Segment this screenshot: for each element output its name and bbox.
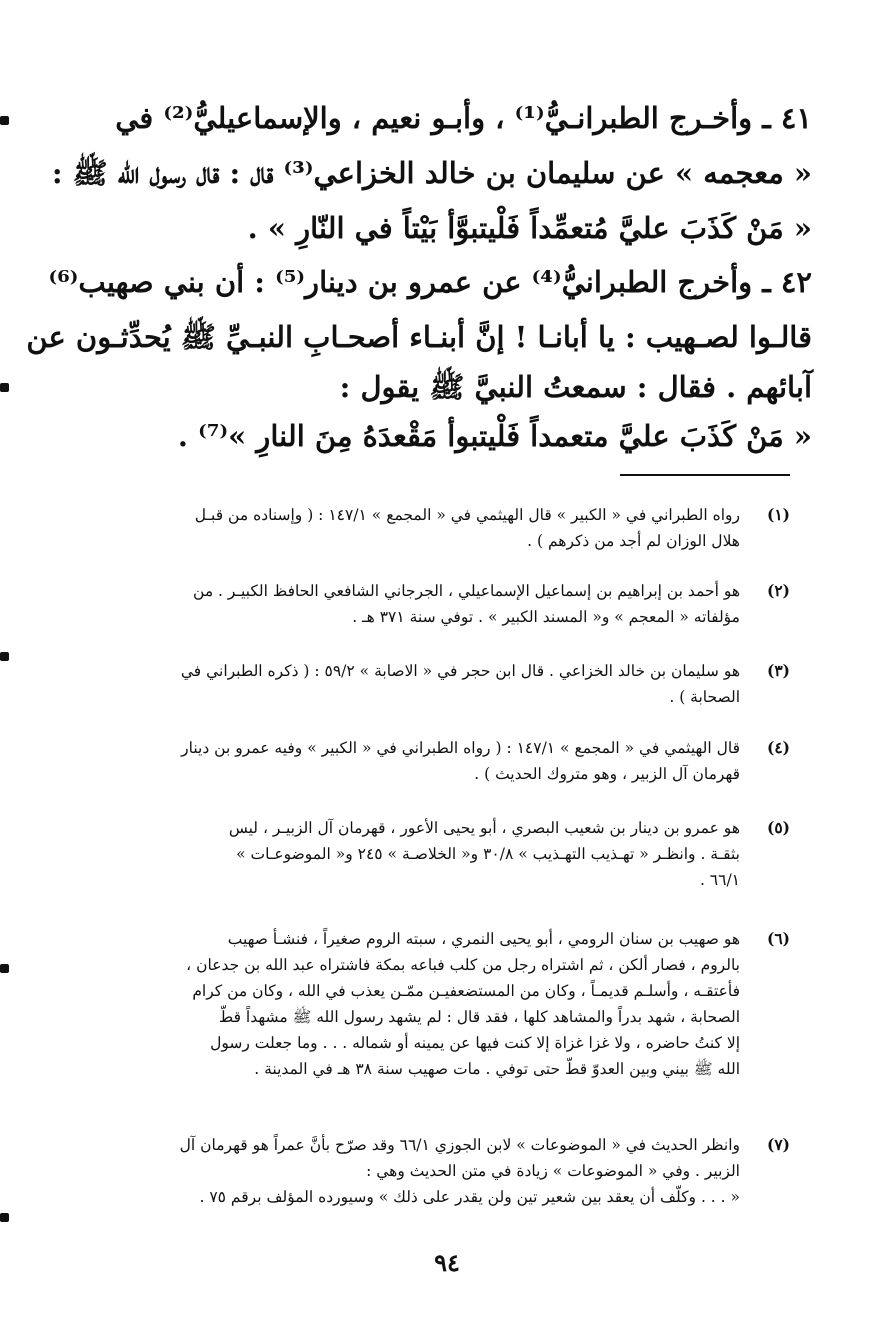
binding-mark xyxy=(0,964,9,973)
binding-mark xyxy=(0,652,9,661)
footnote-line: هو سليمان بن خالد الخزاعي . قال ابن حجر في « الاصابة » ٥٩/٢ : ( ذكره الطبراني في xyxy=(180,662,740,680)
footnote-3 xyxy=(80,658,790,710)
footnote-line: الزبير . وفي « الموضوعات » زيادة في متن الحديث وهي : xyxy=(366,1162,740,1180)
hadith-42-line-4: « مَنْ كَذَبَ عليَّ متعمداً فَلْيتبوأ مَقْعدَهُ مِنَ النارِ »⁽⁷⁾ . xyxy=(177,419,812,453)
footnote-line: قهرمان آل الزبير ، وهو متروك الحديث ) . xyxy=(474,765,740,783)
footnote-line: قال الهيثمي في « المجمع » ١٤٧/١ : ( رواه الطبراني في « الكبير » وفيه عمرو بن دينار xyxy=(181,739,740,757)
hadith-41-line-1: ٤١ ـ وأخـرج الطبرانـيُّ⁽¹⁾ ، وأبـو نعيم ، والإسماعيليُّ⁽²⁾ في xyxy=(115,101,812,135)
hadith-41-line-2: « معجمه » عن سليمان بن خالد الخزاعي⁽³⁾ قال : قال رسول الله ﷺ : xyxy=(51,156,812,190)
footnote-line: وانظر الحديث في « الموضوعات » لابن الجوزي ٦٦/١ وقد صرّح بأنَّ عمراً هو قهرمان آل xyxy=(179,1136,740,1154)
footnote-number: (٥) xyxy=(766,818,790,837)
footnote-line: الصحابة ) . xyxy=(669,688,740,706)
footnote-number: (٣) xyxy=(766,661,790,680)
footnote-5 xyxy=(80,815,790,893)
footnote-line: رواه الطبراني في « الكبير » قال الهيثمي في « المجمع » ١٤٧/١ : ( وإسناده من قبـل xyxy=(194,506,740,524)
footnote-number: (٢) xyxy=(766,581,790,600)
hadith-42-line-3: آبائهم . فقال : سمعتُ النبيَّ ﷺ يقول : xyxy=(339,370,812,404)
hadith-42-line-2: قالـوا لصـهيب : يا أبانـا ! إنَّ أبنـاء أصحـابِ النبـيِّ ﷺ يُحدِّثـون عن xyxy=(26,320,812,354)
footnote-line: هلال الوزان لم أجد من ذكرهم ) . xyxy=(527,532,740,550)
footnote-number: (٤) xyxy=(766,738,790,757)
footnote-4 xyxy=(80,735,790,787)
footnote-7 xyxy=(80,1132,790,1210)
footnote-number: (١) xyxy=(766,505,790,524)
footnote-1 xyxy=(80,502,790,554)
hadith-42-line-1: ٤٢ ـ وأخرج الطبرانيُّ⁽⁴⁾ عن عمرو بن دينار⁽⁵⁾ : أن بني صهيب⁽⁶⁾ xyxy=(48,265,812,299)
footnote-line: « . . . وكلّف أن يعقد بين شعير تين ولن يقدر على ذلك » وسيورده المؤلف برقم ٧٥ . xyxy=(199,1188,740,1206)
footnote-line: الصحابة ، شهد بدراً والمشاهد كلها ، فقد قال : لم يشهد رسول الله ﷺ مشهداً قطّ xyxy=(218,1008,740,1026)
page-number: ٩٤ xyxy=(434,1248,460,1277)
footnote-6 xyxy=(80,926,790,1082)
footnote-separator xyxy=(620,474,790,476)
footnote-number: (٧) xyxy=(766,1135,790,1154)
footnote-number: (٦) xyxy=(766,929,790,948)
footnote-line: بثقـة . وانظـر « تهـذيب التهـذيب » ٣٠/٨ و« الخلاصـة » ٢٤٥ و« الموضوعـات » xyxy=(236,845,740,863)
binding-mark xyxy=(0,116,9,125)
footnote-line: ٦٦/١ . xyxy=(699,871,740,889)
binding-mark xyxy=(0,1213,9,1222)
footnote-line: مؤلفاته « المعجم » و« المسند الكبير » . توفي سنة ٣٧١ هـ . xyxy=(352,608,740,626)
footnote-line: إلا كنتُ حاضره ، ولا غزا غزاة إلا كنت فيها عن يمينه أو شماله . . . وما جعلت رسول xyxy=(210,1034,740,1052)
footnote-line: هو صهيب بن سنان الرومي ، أبو يحيى النمري ، سبته الروم صغيراً ، فنشـأ صهيب xyxy=(227,930,740,948)
footnote-line: فأعتقـه ، وأسلـم قديمـاً ، وكان من المستضعفيـن ممّـن يعذب في الله ، وكان من كرام xyxy=(192,982,740,1000)
footnote-line: هو أحمد بن إبراهيم بن إسماعيل الإسماعيلي ، الجرجاني الشافعي الحافظ الكبيـر . من xyxy=(193,582,740,600)
footnote-2 xyxy=(80,578,790,630)
hadith-41-line-3: « مَنْ كَذَبَ عليَّ مُتعمِّداً فَلْيتبوَّأ بَيْتاً في النّارِ » . xyxy=(247,211,812,245)
footnote-line: بالروم ، فصار ألكن ، ثم اشتراه رجل من كلب فباعه بمكة فاشتراه عبد الله بن جدعان ، xyxy=(186,956,740,974)
footnote-line: الله ﷺ بيني وبين العدوّ قطّ حتى توفي . مات صهيب سنة ٣٨ هـ في المدينة . xyxy=(254,1060,740,1078)
footnote-line: هو عمرو بن دينار بن شعيب البصري ، أبو يحيى الأعور ، قهرمان آل الزبيـر ، ليس xyxy=(228,819,740,837)
binding-mark xyxy=(0,383,9,392)
